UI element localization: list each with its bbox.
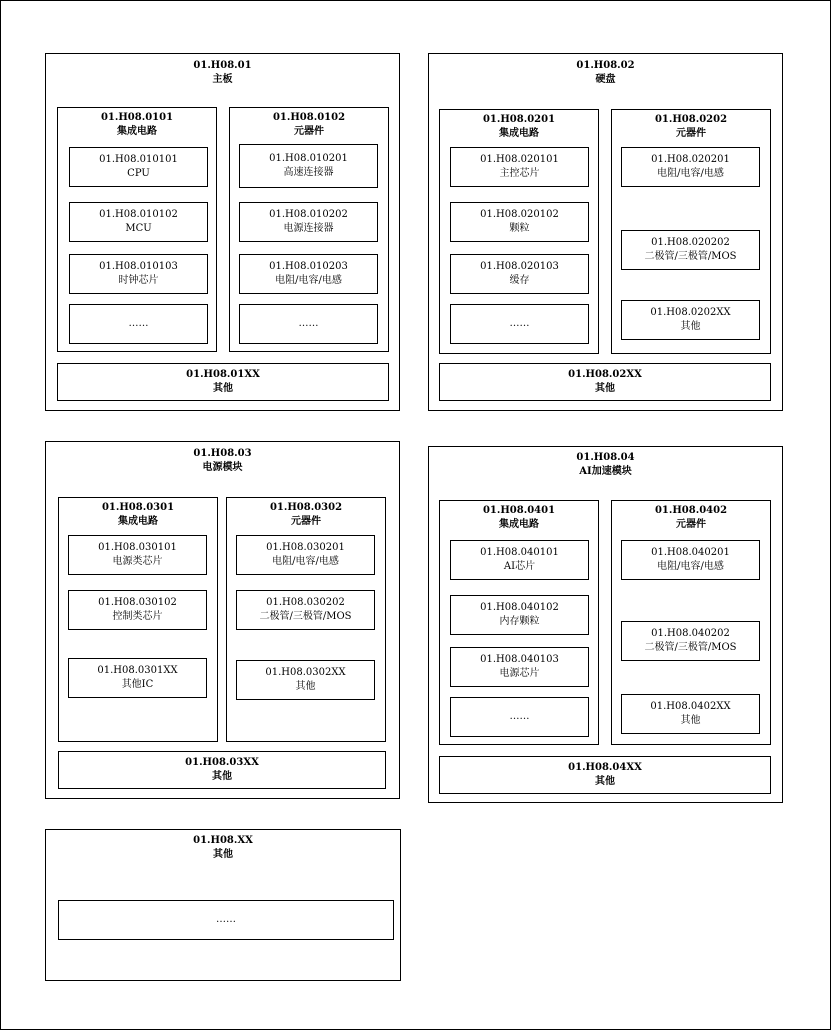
part-name: 控制类芯片 bbox=[112, 611, 163, 622]
module-name: 其他 bbox=[213, 849, 233, 860]
part-name: 电源连接器 bbox=[283, 223, 334, 234]
part-name: 二极管/三极管/MOS bbox=[259, 611, 352, 622]
group-code: 01.H08.0302 bbox=[269, 502, 343, 513]
part-box bbox=[236, 660, 375, 700]
part-box bbox=[450, 147, 589, 187]
group-name: 元器件 bbox=[291, 516, 321, 527]
part-code: 01.H08.020202 bbox=[651, 237, 730, 248]
other-box bbox=[439, 756, 771, 794]
part-name: 缓存 bbox=[509, 275, 530, 286]
module-name: AI加速模块 bbox=[579, 466, 632, 477]
part-box bbox=[621, 147, 760, 187]
part-box bbox=[621, 300, 760, 340]
module-code: 01.H08.03 bbox=[193, 448, 252, 459]
other-box bbox=[57, 363, 389, 401]
group-code: 01.H08.0101 bbox=[100, 112, 174, 123]
part-box bbox=[450, 254, 589, 294]
part-code: 01.H08.010203 bbox=[269, 261, 348, 272]
part-code: 01.H08.030101 bbox=[98, 542, 177, 553]
part-name: 内存颗粒 bbox=[499, 616, 540, 627]
part-code: 01.H08.010201 bbox=[269, 153, 348, 164]
part-name: 电阻/电容/电感 bbox=[275, 275, 342, 286]
part-code: 01.H08.010202 bbox=[269, 209, 348, 220]
part-box bbox=[68, 658, 207, 698]
module-name: 电源模块 bbox=[202, 462, 243, 473]
group-code: 01.H08.0102 bbox=[272, 112, 346, 123]
module-code: 01.H08.XX bbox=[193, 835, 253, 846]
group-name: 集成电路 bbox=[499, 128, 539, 139]
module-name: 主板 bbox=[212, 74, 233, 85]
part-box bbox=[68, 535, 207, 575]
part-name: CPU bbox=[127, 168, 150, 179]
part-code: 01.H08.020102 bbox=[480, 209, 559, 220]
part-box bbox=[236, 535, 375, 575]
part-code: 01.H08.0202XX bbox=[650, 307, 731, 318]
part-code: 01.H08.030102 bbox=[98, 597, 177, 608]
part-name: 高速连接器 bbox=[283, 167, 334, 178]
other-name: 其他 bbox=[595, 383, 615, 394]
group-name: 元器件 bbox=[676, 128, 706, 139]
other-name: 其他 bbox=[212, 771, 232, 782]
ellipsis-text: …… bbox=[128, 318, 149, 329]
part-box bbox=[621, 230, 760, 270]
part-name: 电阻/电容/电感 bbox=[657, 561, 724, 572]
part-box bbox=[450, 647, 589, 687]
part-box bbox=[621, 621, 760, 661]
ellipsis-text: …… bbox=[509, 711, 530, 722]
other-code: 01.H08.01XX bbox=[186, 369, 260, 380]
part-code: 01.H08.010103 bbox=[99, 261, 178, 272]
part-name: AI芯片 bbox=[503, 561, 536, 572]
group-code: 01.H08.0202 bbox=[654, 114, 728, 125]
part-code: 01.H08.030201 bbox=[266, 542, 345, 553]
module-code: 01.H08.01 bbox=[193, 60, 252, 71]
part-code: 01.H08.020101 bbox=[480, 154, 559, 165]
part-name: 其他IC bbox=[121, 679, 154, 690]
module-code: 01.H08.04 bbox=[576, 452, 635, 463]
part-name: MCU bbox=[125, 223, 152, 234]
part-box bbox=[68, 590, 207, 630]
part-box bbox=[69, 254, 208, 294]
part-code: 01.H08.040201 bbox=[651, 547, 730, 558]
group-code: 01.H08.0301 bbox=[101, 502, 175, 513]
part-box bbox=[621, 540, 760, 580]
part-name: 颗粒 bbox=[509, 223, 530, 234]
ellipsis-box bbox=[450, 697, 589, 737]
module-name: 硬盘 bbox=[595, 74, 616, 85]
part-box bbox=[450, 595, 589, 635]
other-name: 其他 bbox=[213, 383, 233, 394]
part-code: 01.H08.0301XX bbox=[97, 665, 178, 676]
part-code: 01.H08.010102 bbox=[99, 209, 178, 220]
part-name: 电阻/电容/电感 bbox=[272, 556, 339, 567]
group-name: 元器件 bbox=[294, 126, 324, 137]
part-code: 01.H08.040202 bbox=[651, 628, 730, 639]
group-name: 集成电路 bbox=[499, 519, 539, 530]
ellipsis-box bbox=[450, 304, 589, 344]
group-name: 集成电路 bbox=[117, 126, 157, 137]
other-name: 其他 bbox=[595, 776, 615, 787]
part-box bbox=[621, 694, 760, 734]
other-code: 01.H08.04XX bbox=[568, 762, 642, 773]
part-box bbox=[239, 254, 378, 294]
part-name: 二极管/三极管/MOS bbox=[644, 642, 737, 653]
part-code: 01.H08.040101 bbox=[480, 547, 559, 558]
other-code: 01.H08.03XX bbox=[185, 757, 259, 768]
group-code: 01.H08.0401 bbox=[482, 505, 556, 516]
part-box bbox=[239, 202, 378, 242]
part-name: 电源类芯片 bbox=[112, 556, 163, 567]
other-box bbox=[58, 751, 386, 789]
part-code: 01.H08.020103 bbox=[480, 261, 559, 272]
part-code: 01.H08.030202 bbox=[266, 597, 345, 608]
module-code: 01.H08.02 bbox=[576, 60, 635, 71]
other-box bbox=[439, 363, 771, 401]
part-name: 电源芯片 bbox=[499, 668, 540, 679]
part-box bbox=[239, 144, 378, 188]
part-name: 时钟芯片 bbox=[118, 275, 159, 286]
part-code: 01.H08.010101 bbox=[99, 154, 178, 165]
part-box bbox=[450, 202, 589, 242]
group-name: 元器件 bbox=[676, 519, 706, 530]
part-code: 01.H08.040103 bbox=[480, 654, 559, 665]
part-name: 二极管/三极管/MOS bbox=[644, 251, 737, 262]
part-code: 01.H08.0302XX bbox=[265, 667, 346, 678]
ellipsis-box bbox=[58, 900, 394, 940]
part-box bbox=[450, 540, 589, 580]
part-name: 电阻/电容/电感 bbox=[657, 168, 724, 179]
group-code: 01.H08.0201 bbox=[482, 114, 556, 125]
group-code: 01.H08.0402 bbox=[654, 505, 728, 516]
other-code: 01.H08.02XX bbox=[568, 369, 642, 380]
part-code: 01.H08.0402XX bbox=[650, 701, 731, 712]
ellipsis-text: …… bbox=[509, 318, 530, 329]
part-name: 其他 bbox=[680, 715, 701, 726]
ellipsis-text: …… bbox=[216, 914, 236, 925]
part-code: 01.H08.020201 bbox=[651, 154, 730, 165]
part-box bbox=[69, 147, 208, 187]
ellipsis-text: …… bbox=[298, 318, 319, 329]
part-box bbox=[69, 202, 208, 242]
group-name: 集成电路 bbox=[118, 516, 158, 527]
part-name: 主控芯片 bbox=[499, 168, 540, 179]
ellipsis-box bbox=[239, 304, 378, 344]
part-name: 其他 bbox=[680, 321, 701, 332]
part-box bbox=[236, 590, 375, 630]
ellipsis-box bbox=[69, 304, 208, 344]
part-code: 01.H08.040102 bbox=[480, 602, 559, 613]
part-name: 其他 bbox=[295, 681, 316, 692]
